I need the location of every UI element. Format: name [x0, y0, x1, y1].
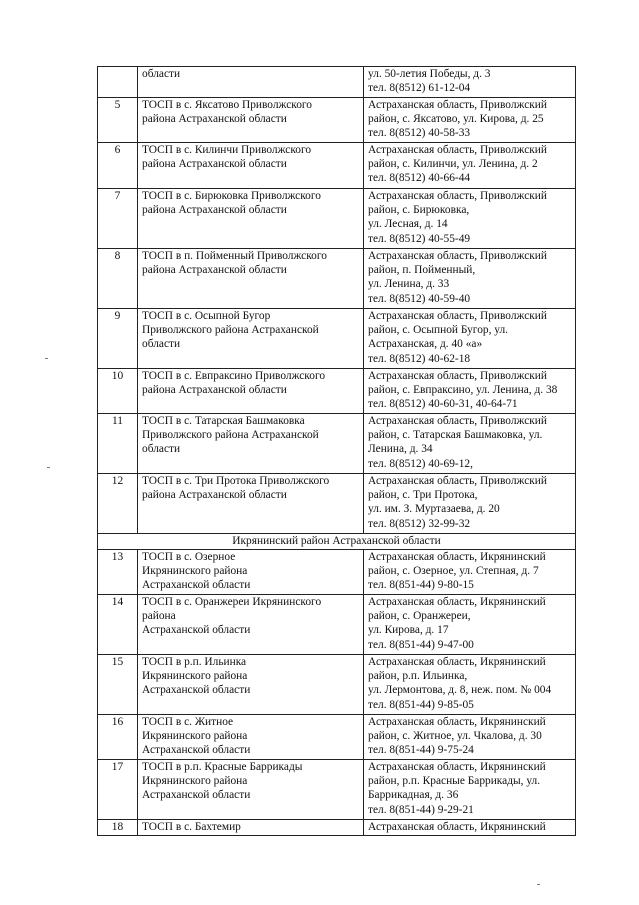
office-address: Астраханская область, Икрянинский район, с. Житное, ул. Чкалова, д. 30 тел. 8(851-44) 9-75-24 [364, 715, 576, 760]
office-name: ТОСП в р.п. Красные Баррикады Икрянинского района Астраханской области [138, 760, 364, 820]
office-name: ТОСП в с. Озерное Икрянинского района Астраханской области [138, 550, 364, 595]
row-number: 16 [98, 715, 138, 760]
office-name: ТОСП в п. Пойменный Приволжского района Астраханской области [138, 249, 364, 309]
row-number: 6 [98, 143, 138, 189]
office-name: области [138, 67, 364, 98]
row-number: 14 [98, 595, 138, 655]
office-name: ТОСП в с. Бирюковка Приволжского района Астраханской области [138, 189, 364, 249]
table-row [98, 414, 576, 474]
office-name: ТОСП в с. Оранжереи Икрянинского района Астраханской области [138, 595, 364, 655]
row-number: 5 [98, 98, 138, 143]
table-row [98, 760, 576, 820]
office-address: Астраханская область, Приволжский район, с. Татарская Башмаковка, ул. Ленина, д. 34 тел. 8(8512) 40-69-12, [364, 414, 576, 474]
row-number: 11 [98, 414, 138, 474]
office-address: Астраханская область, Приволжский район, с. Три Протока, ул. им. З. Муртазаева, д. 20 тел. 8(8512) 32-99-32 [364, 474, 576, 534]
office-name: ТОСП в с. Килинчи Приволжского района Астраханской области [138, 143, 364, 189]
office-name: ТОСП в с. Бахтемир [138, 820, 364, 836]
table-row [98, 715, 576, 760]
office-address: Астраханская область, Икрянинский [364, 820, 576, 836]
office-address-table [97, 66, 576, 836]
row-number: 7 [98, 189, 138, 249]
office-address: Астраханская область, Икрянинский район, р.п. Красные Баррикады, ул. Баррикадная, д. 36 тел. 8(851-44) 9-29-21 [364, 760, 576, 820]
row-number: 17 [98, 760, 138, 820]
office-address: Астраханская область, Приволжский район, п. Пойменный, ул. Ленина, д. 33 тел. 8(8512) 40-59-40 [364, 249, 576, 309]
office-address: Астраханская область, Икрянинский район, с. Оранжереи, ул. Кирова, д. 17 тел. 8(851-44) 9-47-00 [364, 595, 576, 655]
table-row [98, 143, 576, 189]
table-row [98, 309, 576, 369]
table-row [98, 189, 576, 249]
office-name: ТОСП в с. Яксатово Приволжского района Астраханской области [138, 98, 364, 143]
office-name: ТОСП в р.п. Ильинка Икрянинского района Астраханской области [138, 655, 364, 715]
row-number: 9 [98, 309, 138, 369]
office-address: Астраханская область, Икрянинский район, с. Озерное, ул. Степная, д. 7 тел. 8(851-44) 9-80-15 [364, 550, 576, 595]
row-number: 15 [98, 655, 138, 715]
row-number: 10 [98, 369, 138, 414]
table-row [98, 369, 576, 414]
office-name: ТОСП в с. Татарская Башмаковка Приволжского района Астраханской области [138, 414, 364, 474]
office-name: ТОСП в с. Три Протока Приволжского района Астраханской области [138, 474, 364, 534]
office-name: ТОСП в с. Житное Икрянинского района Астраханской области [138, 715, 364, 760]
table-row [98, 67, 576, 98]
row-number [98, 67, 138, 98]
section-row [98, 534, 576, 550]
office-address: Астраханская область, Приволжский район, с. Килинчи, ул. Ленина, д. 2 тел. 8(8512) 40-66-44 [364, 143, 576, 189]
office-name: ТОСП в с. Евпраксино Приволжского района Астраханской области [138, 369, 364, 414]
office-address: Астраханская область, Приволжский район, с. Яксатово, ул. Кирова, д. 25 тел. 8(8512) 40-58-33 [364, 98, 576, 143]
office-address: ул. 50-летия Победы, д. 3 тел. 8(8512) 61-12-04 [364, 67, 576, 98]
scan-speck [45, 358, 48, 359]
office-address: Астраханская область, Приволжский район, с. Евпраксино, ул. Ленина, д. 38 тел. 8(8512) 40-60-31, 40-64-71 [364, 369, 576, 414]
table-row [98, 474, 576, 534]
table-row [98, 820, 576, 836]
scan-speck [537, 884, 540, 885]
row-number: 8 [98, 249, 138, 309]
office-address: Астраханская область, Приволжский район, с. Осыпной Бугор, ул. Астраханская, д. 40 «а» тел. 8(8512) 40-62-18 [364, 309, 576, 369]
office-address: Астраханская область, Икрянинский район, р.п. Ильинка, ул. Лермонтова, д. 8, неж. пом. № 004 тел. 8(851-44) 9-85-05 [364, 655, 576, 715]
table-row [98, 249, 576, 309]
table-row [98, 550, 576, 595]
table-row [98, 595, 576, 655]
row-number: 18 [98, 820, 138, 836]
scan-speck [47, 467, 50, 468]
office-name: ТОСП в с. Осыпной Бугор Приволжского района Астраханской области [138, 309, 364, 369]
table-row [98, 98, 576, 143]
row-number: 12 [98, 474, 138, 534]
table-row [98, 655, 576, 715]
office-address: Астраханская область, Приволжский район, с. Бирюковка, ул. Лесная, д. 14 тел. 8(8512) 40-55-49 [364, 189, 576, 249]
row-number: 13 [98, 550, 138, 595]
district-heading: Икрянинский район Астраханской области [98, 534, 576, 550]
